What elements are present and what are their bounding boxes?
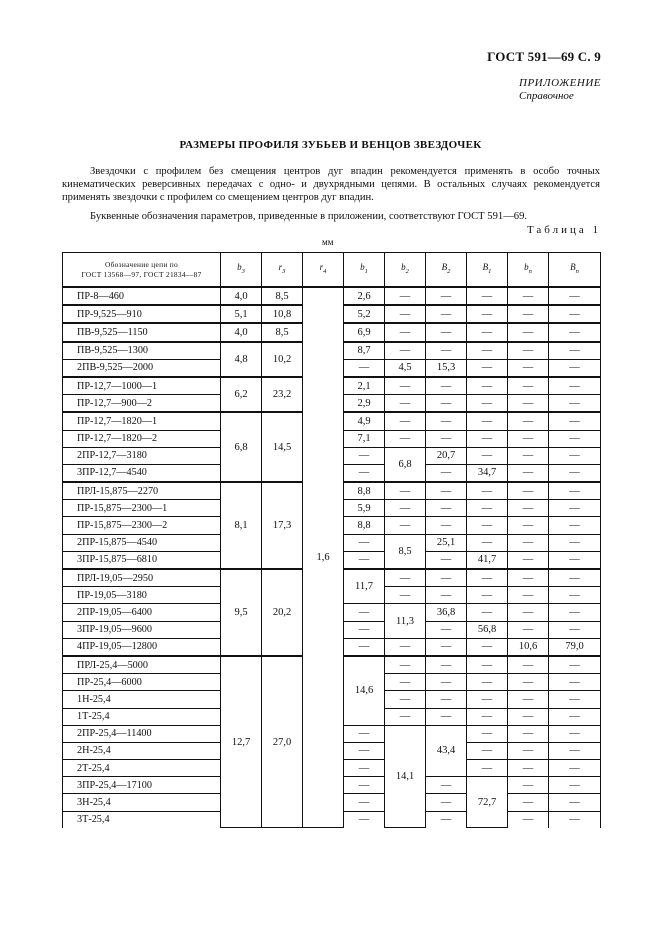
- chain-name: 2ПВ-9,525—2000: [63, 359, 221, 377]
- chain-name: ПР-19,05—3180: [63, 587, 221, 604]
- chain-name: 1Н-25,4: [63, 691, 221, 708]
- cell-Bn: 79,0: [549, 638, 601, 656]
- intro-paragraph-1: Звездочки с профилем без смещения центров дуг впадин рекомендуется применять в особо точных кинематических реверсивных передачах с одно- и двухрядными цепями. В остальных случаях рекомендуется применять звездочки с профилем со смещением центров дуг впадин.: [62, 166, 600, 204]
- chain-name: 2Т-25,4: [63, 760, 221, 777]
- cell-B2: —: [426, 430, 467, 447]
- cell-b2: 11,3: [385, 604, 426, 638]
- cell-B2: —: [426, 674, 467, 691]
- cell-B1: —: [467, 725, 508, 742]
- header-b3: $b_3$: [221, 253, 262, 288]
- cell-B2: —: [426, 377, 467, 395]
- intro-text: [62, 165, 600, 223]
- cell-B1: 41,7: [467, 551, 508, 569]
- cell-b2: —: [385, 482, 426, 500]
- cell-bn: —: [508, 569, 549, 587]
- cell-B1: —: [467, 517, 508, 534]
- cell-B1: —: [467, 742, 508, 759]
- cell-r3: 14,5: [262, 412, 303, 482]
- cell-B1: —: [467, 482, 508, 500]
- chain-name: 2ПР-25,4—11400: [63, 725, 221, 742]
- cell-B1: —: [467, 430, 508, 447]
- cell-B2: —: [426, 638, 467, 656]
- cell-b2: —: [385, 691, 426, 708]
- cell-b1: 4,9: [344, 412, 385, 430]
- cell-bn: —: [508, 674, 549, 691]
- cell-b1: 11,7: [344, 569, 385, 604]
- chain-name: ПВ-9,525—1300: [63, 342, 221, 360]
- cell-B1: —: [467, 447, 508, 464]
- chain-name: ПР-12,7—900—2: [63, 395, 221, 413]
- cell-b2: —: [385, 708, 426, 725]
- cell-b1: 5,9: [344, 500, 385, 517]
- dimensions-table-wrap: [62, 252, 600, 828]
- header-b2: $b_2$: [385, 253, 426, 288]
- cell-b1: —: [344, 359, 385, 377]
- cell-Bn: —: [549, 587, 601, 604]
- cell-b2: —: [385, 656, 426, 674]
- cell-bn: —: [508, 342, 549, 360]
- cell-B2: 25,1: [426, 534, 467, 551]
- cell-B2: —: [426, 323, 467, 341]
- cell-B2: 15,3: [426, 359, 467, 377]
- cell-b1: 5,2: [344, 305, 385, 323]
- chain-name: ПР-15,875—2300—1: [63, 500, 221, 517]
- header-chain-designation: [63, 253, 221, 288]
- cell-bn: —: [508, 430, 549, 447]
- cell-b1: 2,1: [344, 377, 385, 395]
- cell-b1: 6,9: [344, 323, 385, 341]
- header-Bn: $B_п$: [549, 253, 601, 288]
- cell-b2: 4,5: [385, 359, 426, 377]
- cell-b2: —: [385, 517, 426, 534]
- cell-b1: —: [344, 742, 385, 759]
- cell-bn: —: [508, 621, 549, 638]
- cell-bn: —: [508, 811, 549, 828]
- cell-b1: —: [344, 725, 385, 742]
- cell-B1: —: [467, 500, 508, 517]
- cell-B1: —: [467, 604, 508, 621]
- chain-name: 2ПР-19,05—6400: [63, 604, 221, 621]
- cell-b1: —: [344, 604, 385, 621]
- cell-r4: 1,6: [303, 287, 344, 828]
- cell-bn: —: [508, 500, 549, 517]
- unit-label: мм: [322, 237, 334, 247]
- cell-bn: —: [508, 395, 549, 413]
- header-B2: $B_2$: [426, 253, 467, 288]
- cell-bn: —: [508, 287, 549, 305]
- cell-B2: 36,8: [426, 604, 467, 621]
- header-designation-line1: Обозначение цепи по: [104, 259, 179, 269]
- cell-bn: —: [508, 412, 549, 430]
- cell-B2: —: [426, 794, 467, 811]
- cell-bn: —: [508, 517, 549, 534]
- cell-b1: —: [344, 464, 385, 482]
- cell-Bn: —: [549, 811, 601, 828]
- header-r3: $r_3$: [262, 253, 303, 288]
- cell-B1: —: [467, 323, 508, 341]
- cell-B1: —: [467, 359, 508, 377]
- cell-b2: —: [385, 305, 426, 323]
- cell-Bn: —: [549, 777, 601, 794]
- cell-B2: —: [426, 811, 467, 828]
- chain-name: ПР-25,4—6000: [63, 674, 221, 691]
- cell-b1: —: [344, 621, 385, 638]
- cell-bn: —: [508, 534, 549, 551]
- cell-b3: 4,0: [221, 287, 262, 305]
- chain-name: 2ПР-15,875—4540: [63, 534, 221, 551]
- cell-Bn: —: [549, 656, 601, 674]
- cell-Bn: —: [549, 725, 601, 742]
- cell-Bn: —: [549, 412, 601, 430]
- chain-name: 3ПР-19,05—9600: [63, 621, 221, 638]
- cell-B2: —: [426, 708, 467, 725]
- cell-b2: —: [385, 412, 426, 430]
- cell-b3: 4,0: [221, 323, 262, 341]
- table-caption: Таблица 1: [526, 224, 601, 236]
- appendix-label: ПРИЛОЖЕНИЕ: [519, 77, 601, 89]
- cell-bn: —: [508, 742, 549, 759]
- cell-b3: 5,1: [221, 305, 262, 323]
- appendix-type: Справочное: [519, 90, 574, 102]
- cell-B2: —: [426, 464, 467, 482]
- cell-r3: 23,2: [262, 377, 303, 412]
- chain-name: 3ПР-12,7—4540: [63, 464, 221, 482]
- cell-B2: —: [426, 500, 467, 517]
- cell-Bn: —: [549, 464, 601, 482]
- cell-B1: —: [467, 691, 508, 708]
- cell-b3: 6,8: [221, 412, 262, 482]
- cell-bn: —: [508, 656, 549, 674]
- cell-Bn: —: [549, 708, 601, 725]
- chain-name: ПР-12,7—1820—2: [63, 430, 221, 447]
- chain-name: ПР-12,7—1820—1: [63, 412, 221, 430]
- table-row: [63, 287, 601, 305]
- cell-Bn: —: [549, 517, 601, 534]
- chain-name: ПР-9,525—910: [63, 305, 221, 323]
- cell-Bn: —: [549, 500, 601, 517]
- cell-r3: 10,8: [262, 305, 303, 323]
- chain-name: 2ПР-12,7—3180: [63, 447, 221, 464]
- cell-B1: 34,7: [467, 464, 508, 482]
- header-bn: $b_п$: [508, 253, 549, 288]
- cell-b2: —: [385, 377, 426, 395]
- chain-name: ПВ-9,525—1150: [63, 323, 221, 341]
- cell-bn: —: [508, 760, 549, 777]
- chain-name: 3Т-25,4: [63, 811, 221, 828]
- chain-name: ПРЛ-25,4—5000: [63, 656, 221, 674]
- appendix-label-block: [519, 77, 601, 103]
- table-header-row: [63, 253, 601, 288]
- cell-b3: 4,8: [221, 342, 262, 377]
- cell-B1: —: [467, 287, 508, 305]
- cell-B1: —: [467, 708, 508, 725]
- dimensions-table: [62, 252, 601, 828]
- cell-B2: 43,4: [426, 725, 467, 777]
- cell-B2: —: [426, 621, 467, 638]
- cell-b1: —: [344, 534, 385, 551]
- header-designation-line2: ГОСТ 13568—97, ГОСТ 21834—87: [81, 269, 202, 279]
- chain-name: 3ПР-15,875—6810: [63, 551, 221, 569]
- cell-Bn: —: [549, 604, 601, 621]
- cell-bn: —: [508, 604, 549, 621]
- cell-B2: —: [426, 305, 467, 323]
- cell-b2: —: [385, 587, 426, 604]
- cell-b1: —: [344, 777, 385, 794]
- cell-bn: —: [508, 447, 549, 464]
- chain-name: ПР-15,875—2300—2: [63, 517, 221, 534]
- cell-b1: 8,7: [344, 342, 385, 360]
- cell-b3: 6,2: [221, 377, 262, 412]
- header-b1: $b_1$: [344, 253, 385, 288]
- cell-Bn: —: [549, 430, 601, 447]
- cell-B1: 56,8: [467, 621, 508, 638]
- cell-bn: —: [508, 551, 549, 569]
- cell-B2: —: [426, 342, 467, 360]
- chain-name: ПР-12,7—1000—1: [63, 377, 221, 395]
- cell-b1: 14,6: [344, 656, 385, 725]
- cell-Bn: —: [549, 621, 601, 638]
- cell-B1: —: [467, 305, 508, 323]
- cell-bn: —: [508, 464, 549, 482]
- chain-name: 3Н-25,4: [63, 794, 221, 811]
- cell-bn: —: [508, 691, 549, 708]
- cell-b2: —: [385, 287, 426, 305]
- cell-B1: —: [467, 569, 508, 587]
- cell-B1: —: [467, 674, 508, 691]
- cell-bn: —: [508, 587, 549, 604]
- cell-r3: 10,2: [262, 342, 303, 377]
- cell-b1: 8,8: [344, 517, 385, 534]
- cell-b1: —: [344, 638, 385, 656]
- cell-b3: 8,1: [221, 482, 262, 569]
- cell-bn: —: [508, 725, 549, 742]
- cell-b1: —: [344, 760, 385, 777]
- cell-r3: 20,2: [262, 569, 303, 656]
- cell-Bn: —: [549, 342, 601, 360]
- cell-r3: 8,5: [262, 287, 303, 305]
- cell-b2: 14,1: [385, 725, 426, 828]
- cell-B1: 72,7: [467, 777, 508, 828]
- cell-b3: 9,5: [221, 569, 262, 656]
- cell-bn: 10,6: [508, 638, 549, 656]
- cell-b3: 12,7: [221, 656, 262, 828]
- cell-bn: —: [508, 708, 549, 725]
- cell-B2: —: [426, 587, 467, 604]
- cell-b2: —: [385, 395, 426, 413]
- header-B1: $B_1$: [467, 253, 508, 288]
- cell-r3: 27,0: [262, 656, 303, 828]
- cell-B1: —: [467, 656, 508, 674]
- cell-b2: —: [385, 638, 426, 656]
- cell-B2: —: [426, 656, 467, 674]
- cell-Bn: —: [549, 395, 601, 413]
- cell-b1: 8,8: [344, 482, 385, 500]
- cell-B2: —: [426, 569, 467, 587]
- cell-Bn: —: [549, 551, 601, 569]
- cell-b2: —: [385, 342, 426, 360]
- cell-B2: —: [426, 517, 467, 534]
- document-title: РАЗМЕРЫ ПРОФИЛЯ ЗУБЬЕВ И ВЕНЦОВ ЗВЕЗДОЧЕК: [179, 139, 482, 151]
- cell-Bn: —: [549, 359, 601, 377]
- cell-b2: 8,5: [385, 534, 426, 569]
- cell-Bn: —: [549, 569, 601, 587]
- cell-Bn: —: [549, 287, 601, 305]
- cell-B1: —: [467, 395, 508, 413]
- cell-Bn: —: [549, 305, 601, 323]
- cell-Bn: —: [549, 482, 601, 500]
- cell-Bn: —: [549, 447, 601, 464]
- cell-B1: —: [467, 412, 508, 430]
- cell-Bn: —: [549, 691, 601, 708]
- intro-paragraph-2: Буквенные обозначения параметров, приведенные в приложении, соответствуют ГОСТ 591—69.: [90, 210, 528, 222]
- cell-bn: —: [508, 305, 549, 323]
- cell-B2: 20,7: [426, 447, 467, 464]
- cell-r3: 17,3: [262, 482, 303, 569]
- cell-b1: —: [344, 794, 385, 811]
- cell-b1: 2,9: [344, 395, 385, 413]
- chain-name: ПРЛ-19,05—2950: [63, 569, 221, 587]
- cell-b1: 7,1: [344, 430, 385, 447]
- cell-B2: —: [426, 482, 467, 500]
- cell-bn: —: [508, 323, 549, 341]
- cell-B2: —: [426, 412, 467, 430]
- cell-B2: —: [426, 551, 467, 569]
- cell-B1: —: [467, 534, 508, 551]
- cell-bn: —: [508, 377, 549, 395]
- cell-Bn: —: [549, 674, 601, 691]
- cell-B2: —: [426, 395, 467, 413]
- cell-b2: 6,8: [385, 447, 426, 482]
- cell-bn: —: [508, 359, 549, 377]
- chain-name: 3ПР-25,4—17100: [63, 777, 221, 794]
- cell-B2: —: [426, 691, 467, 708]
- standard-code-header: ГОСТ 591—69 С. 9: [487, 49, 601, 64]
- header-r4: $r_4$: [303, 253, 344, 288]
- cell-B2: —: [426, 287, 467, 305]
- cell-Bn: —: [549, 742, 601, 759]
- cell-Bn: —: [549, 534, 601, 551]
- cell-Bn: —: [549, 323, 601, 341]
- cell-B1: —: [467, 638, 508, 656]
- cell-b1: —: [344, 447, 385, 464]
- chain-name: 4ПР-19,05—12800: [63, 638, 221, 656]
- cell-b1: 2,6: [344, 287, 385, 305]
- chain-name: ПР-8—460: [63, 287, 221, 305]
- cell-B2: —: [426, 777, 467, 794]
- cell-bn: —: [508, 777, 549, 794]
- chain-name: ПРЛ-15,875—2270: [63, 482, 221, 500]
- cell-Bn: —: [549, 794, 601, 811]
- cell-b2: —: [385, 569, 426, 587]
- cell-B1: —: [467, 587, 508, 604]
- cell-bn: —: [508, 794, 549, 811]
- cell-r3: 8,5: [262, 323, 303, 341]
- cell-B1: —: [467, 377, 508, 395]
- chain-name: 2Н-25,4: [63, 742, 221, 759]
- cell-b1: —: [344, 551, 385, 569]
- cell-b1: —: [344, 811, 385, 828]
- cell-Bn: —: [549, 760, 601, 777]
- cell-b2: —: [385, 500, 426, 517]
- cell-Bn: —: [549, 377, 601, 395]
- cell-B1: —: [467, 760, 508, 777]
- cell-b2: —: [385, 323, 426, 341]
- cell-b2: —: [385, 430, 426, 447]
- cell-bn: —: [508, 482, 549, 500]
- cell-b2: —: [385, 674, 426, 691]
- cell-B1: —: [467, 342, 508, 360]
- chain-name: 1Т-25,4: [63, 708, 221, 725]
